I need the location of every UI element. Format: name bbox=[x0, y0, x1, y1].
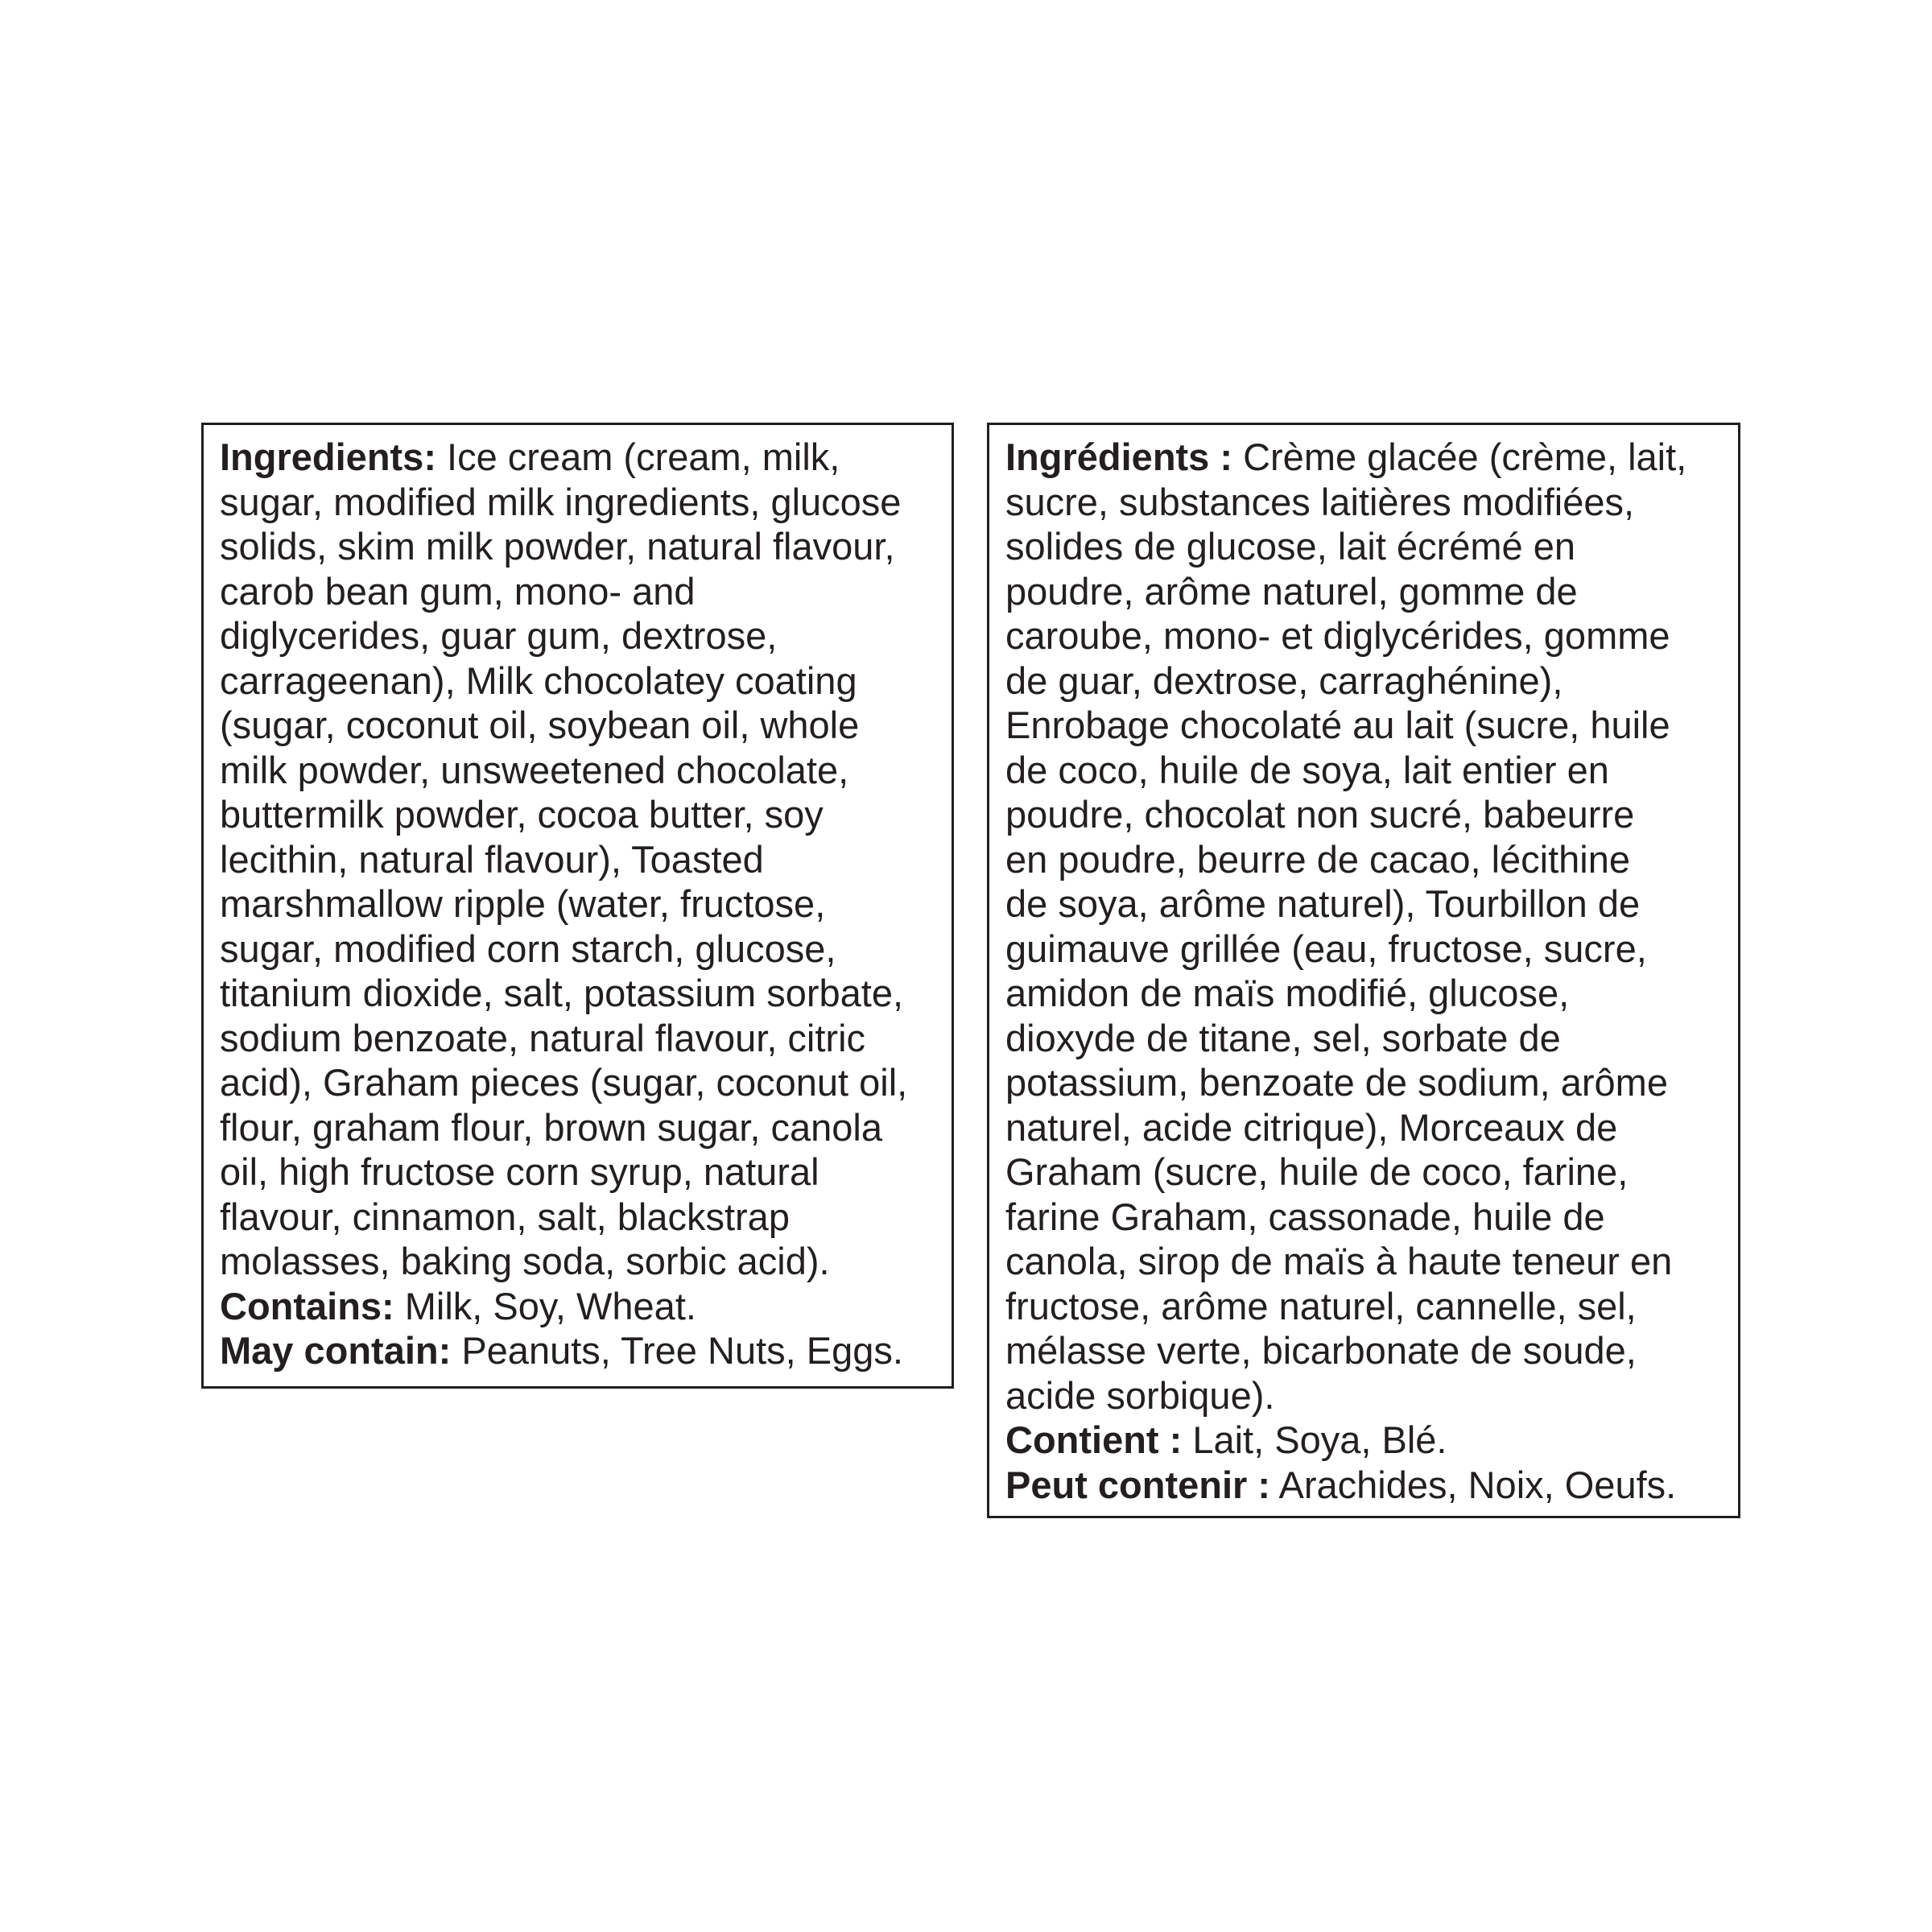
may-contain-heading: May contain: bbox=[220, 1329, 452, 1372]
may-contain-line bbox=[220, 1328, 939, 1373]
ingredients-line: Enrobage chocolaté au lait (sucre, huile bbox=[1005, 704, 1670, 746]
ingredients-line: flavour, cinnamon, salt, blackstrap bbox=[220, 1195, 790, 1238]
ingredients-line: sugar, modified milk ingredients, glucose bbox=[220, 480, 902, 523]
ingredients-line: molasses, baking soda, sorbic acid). bbox=[220, 1240, 830, 1282]
ingredients-line: de soya, arôme naturel), Tourbillon de bbox=[1005, 882, 1641, 925]
may-contain-text: Peanuts, Tree Nuts, Eggs. bbox=[451, 1329, 903, 1372]
ingredients-line: titanium dioxide, salt, potassium sorbate, bbox=[220, 972, 904, 1014]
ingredients-line: acide sorbique). bbox=[1005, 1373, 1275, 1417]
ingredients-line: milk powder, unsweetened chocolate, bbox=[220, 748, 849, 791]
english-ingredients-panel bbox=[201, 423, 954, 1389]
ingredients-line: (sugar, coconut oil, soybean oil, whole bbox=[220, 704, 860, 746]
ingredients-line: fructose, arôme naturel, cannelle, sel, bbox=[1005, 1284, 1637, 1327]
ingredients-line: carob bean gum, mono- and bbox=[220, 569, 696, 613]
may-contain-text: Arachides, Noix, Oeufs. bbox=[1270, 1463, 1677, 1506]
ingredients-line: solids, skim milk powder, natural flavour, bbox=[220, 525, 895, 568]
ingredients-line: potassium, benzoate de sodium, arôme bbox=[1005, 1061, 1668, 1104]
ingredients-line: de coco, huile de soya, lait entier en bbox=[1005, 748, 1609, 791]
ingredients-line: canola, sirop de maïs à haute teneur en bbox=[1005, 1240, 1673, 1282]
ingredients-line: acid), Graham pieces (sugar, coconut oil, bbox=[220, 1061, 908, 1104]
ingredients-line: en poudre, beurre de cacao, lécithine bbox=[1005, 837, 1631, 881]
ingredients-line: farine Graham, cassonade, huile de bbox=[1005, 1195, 1605, 1238]
ingredients-line: sugar, modified corn starch, glucose, bbox=[220, 927, 836, 970]
ingredients-text: Ice cream (cream, milk, bbox=[436, 436, 840, 478]
ingredients-line: oil, high fructose corn syrup, natural bbox=[220, 1150, 819, 1193]
contains-heading: Contient : bbox=[1005, 1418, 1183, 1461]
ingredients-line: Graham (sucre, huile de coco, farine, bbox=[1005, 1150, 1629, 1193]
ingredients-line: amidon de maïs modifié, glucose, bbox=[1005, 972, 1570, 1014]
ingredients-text: Crème glacée (crème, lait, bbox=[1232, 436, 1687, 478]
ingredients-line: mélasse verte, bicarbonate de soude, bbox=[1005, 1329, 1637, 1372]
contains-line bbox=[220, 1284, 939, 1329]
ingredients-heading: Ingredients: bbox=[220, 436, 436, 478]
ingredients-line: caroube, mono- et diglycérides, gomme bbox=[1005, 614, 1670, 657]
ingredients-heading: Ingrédients : bbox=[1005, 436, 1233, 478]
ingredients-line: guimauve grillée (eau, fructose, sucre, bbox=[1005, 927, 1647, 970]
contains-text: Lait, Soya, Blé. bbox=[1182, 1418, 1447, 1461]
ingredients-line: sodium benzoate, natural flavour, citric bbox=[220, 1016, 866, 1059]
ingredients-line bbox=[1005, 435, 1725, 480]
ingredients-line: naturel, acide citrique), Morceaux de bbox=[1005, 1105, 1618, 1149]
may-contain-line bbox=[1005, 1463, 1725, 1508]
ingredients-line: carrageenan), Milk chocolatey coating bbox=[220, 658, 857, 702]
ingredients-line: diglycerides, guar gum, dextrose, bbox=[220, 614, 778, 657]
may-contain-heading: Peut contenir : bbox=[1005, 1463, 1271, 1506]
ingredients-line: poudre, arôme naturel, gomme de bbox=[1005, 569, 1578, 613]
french-ingredients-panel bbox=[987, 423, 1740, 1518]
ingredients-line: sucre, substances laitières modifiées, bbox=[1005, 480, 1635, 523]
ingredients-line bbox=[220, 435, 939, 480]
ingredients-line: lecithin, natural flavour), Toasted bbox=[220, 837, 764, 881]
ingredients-line: solides de glucose, lait écrémé en bbox=[1005, 525, 1576, 568]
ingredients-line: de guar, dextrose, carraghénine), bbox=[1005, 658, 1563, 702]
ingredients-line: marshmallow ripple (water, fructose, bbox=[220, 882, 826, 925]
contains-heading: Contains: bbox=[220, 1284, 394, 1327]
ingredients-line: poudre, chocolat non sucré, babeurre bbox=[1005, 793, 1635, 836]
ingredients-line: buttermilk powder, cocoa butter, soy bbox=[220, 793, 824, 836]
ingredients-line: flour, graham flour, brown sugar, canola bbox=[220, 1105, 882, 1149]
contains-line bbox=[1005, 1418, 1725, 1463]
contains-text: Milk, Soy, Wheat. bbox=[394, 1284, 696, 1327]
ingredients-line: dioxyde de titane, sel, sorbate de bbox=[1005, 1016, 1561, 1059]
